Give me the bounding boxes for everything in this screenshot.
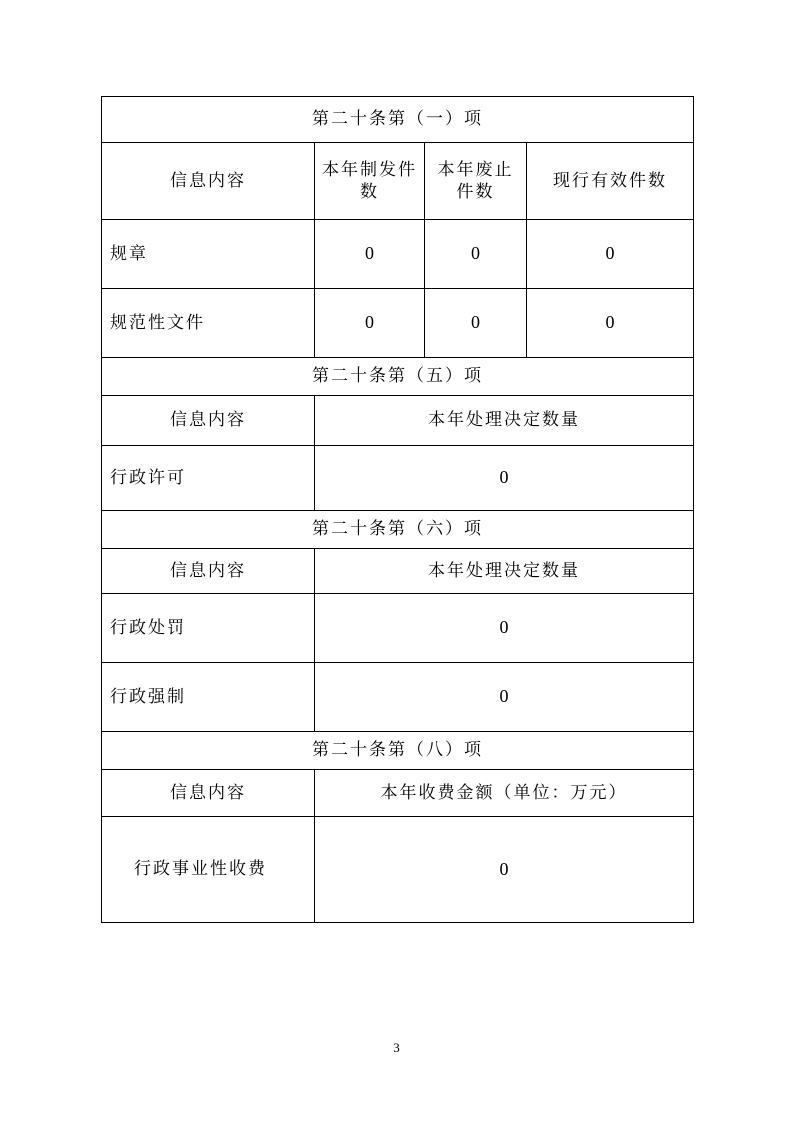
issued-count: 0 [315,220,425,289]
col-value-header: 本年处理决定数量 [315,549,694,594]
table-row [102,220,694,289]
column-header-row [102,549,694,594]
abolished-count: 0 [425,220,527,289]
table-row [102,594,694,663]
issued-count: 0 [315,289,425,358]
abolished-count: 0 [425,289,527,358]
col-value-header: 本年处理决定数量 [315,396,694,446]
section-header-row [102,97,694,143]
row-label: 行政事业性收费 [102,817,315,923]
disclosure-table [101,96,694,923]
row-label: 行政处罚 [102,594,315,663]
section-header-row [102,732,694,770]
col-value-header: 本年收费金额（单位：万元） [315,770,694,817]
column-header-row [102,396,694,446]
col-abolished-header: 本年废止件数 [425,143,527,220]
col-issued-header: 本年制发件数 [315,143,425,220]
row-label: 规章 [102,220,315,289]
current-count: 0 [527,289,694,358]
page-number: 3 [393,1040,400,1055]
col-info-header: 信息内容 [102,549,315,594]
section-header-row [102,358,694,396]
table-row [102,663,694,732]
col-info-header: 信息内容 [102,396,315,446]
col-info-header: 信息内容 [102,143,315,220]
table-row [102,289,694,358]
table-row [102,817,694,923]
column-header-row [102,770,694,817]
row-value: 0 [315,817,694,923]
current-count: 0 [527,220,694,289]
section-header-row [102,511,694,549]
section-header-5: 第二十条第（五）项 [102,358,694,396]
row-label: 行政许可 [102,446,315,511]
row-label: 规范性文件 [102,289,315,358]
table-row [102,446,694,511]
row-value: 0 [315,663,694,732]
section-header-6: 第二十条第（六）项 [102,511,694,549]
row-value: 0 [315,446,694,511]
col-info-header: 信息内容 [102,770,315,817]
row-label: 行政强制 [102,663,315,732]
row-value: 0 [315,594,694,663]
section-header-1: 第二十条第（一）项 [102,97,694,143]
column-header-row [102,143,694,220]
section-header-8: 第二十条第（八）项 [102,732,694,770]
col-current-header: 现行有效件数 [527,143,694,220]
